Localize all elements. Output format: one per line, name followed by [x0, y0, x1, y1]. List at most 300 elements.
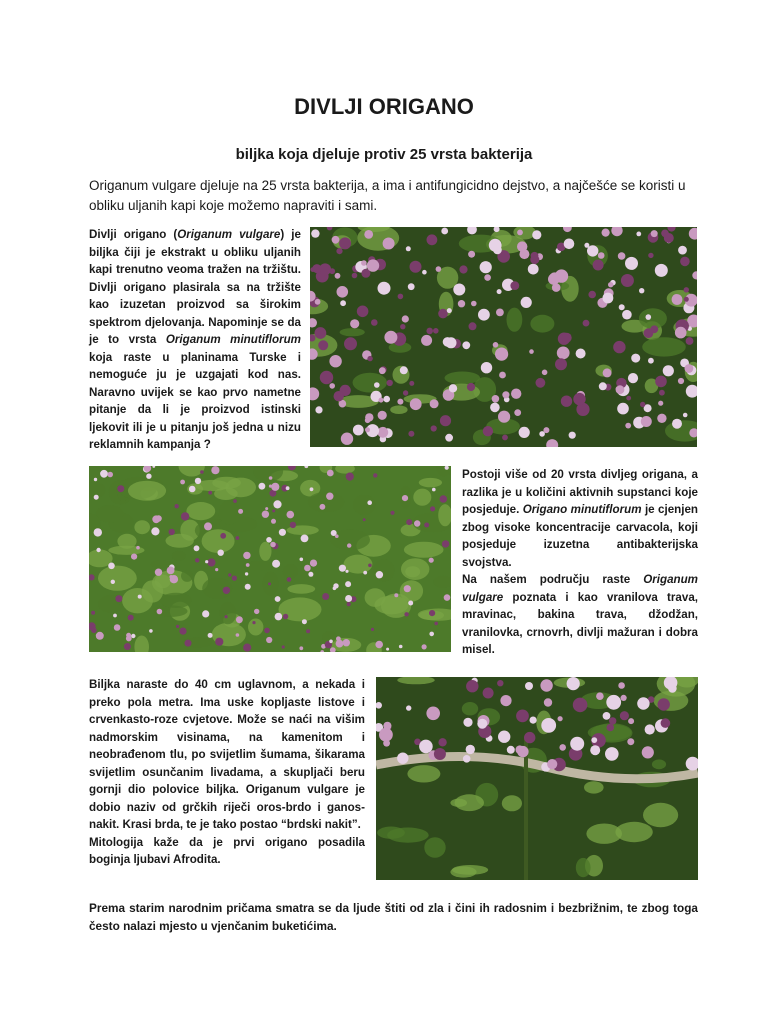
- flower-shape: [339, 237, 351, 249]
- flower-shape: [345, 595, 352, 602]
- flower-shape: [194, 545, 200, 551]
- flower-shape: [304, 565, 311, 572]
- flower-shape: [228, 573, 231, 576]
- flower-shape: [544, 698, 552, 706]
- flower-shape: [673, 294, 680, 301]
- flower-shape: [599, 382, 607, 390]
- flower-shape: [531, 252, 539, 260]
- flower-shape: [149, 629, 153, 633]
- flower-shape: [651, 230, 658, 237]
- flower-shape: [335, 534, 339, 538]
- leaf-shape: [377, 827, 405, 839]
- flower-shape: [609, 717, 616, 724]
- flower-shape: [180, 480, 185, 485]
- flower-shape: [327, 470, 334, 477]
- flower-shape: [100, 470, 108, 478]
- flower-shape: [290, 522, 296, 528]
- paragraph-species: [462, 466, 698, 659]
- flower-shape: [334, 391, 344, 401]
- flower-shape: [444, 594, 451, 601]
- flower-shape: [155, 569, 162, 576]
- paragraph-description: [89, 226, 301, 454]
- flower-shape: [517, 746, 528, 757]
- flower-shape: [223, 587, 230, 594]
- flower-shape: [264, 628, 270, 634]
- flower-shape: [664, 233, 674, 243]
- flower-shape: [377, 427, 388, 438]
- flower-shape: [562, 333, 572, 343]
- flower-shape: [315, 406, 322, 413]
- flower-shape: [496, 309, 504, 317]
- flower-shape: [398, 294, 404, 300]
- flower-shape: [477, 719, 487, 729]
- leaf-shape: [450, 866, 476, 877]
- flower-shape: [426, 328, 433, 335]
- flower-shape: [655, 376, 667, 388]
- flower-shape: [252, 621, 255, 624]
- flower-shape: [115, 595, 122, 602]
- leaf-shape: [340, 328, 365, 336]
- flower-shape: [628, 373, 638, 383]
- text-span: poznata i kao vranilova trava, mravinac, bakina trava, džodžan, vranilovka, crnovrh, divlji mažuran i dobra misel.: [462, 590, 698, 656]
- flower-shape: [361, 260, 367, 266]
- flower-shape: [497, 289, 502, 294]
- flower-shape: [678, 378, 684, 384]
- oregano-plant-photo: [376, 677, 698, 880]
- text-span: koja raste u planinama Turske i nemoguće ju je uzgajati kod nas. Naravno uvijek se kao prvo nametne pitanje da li je proizvod istinski ljekovit ili je u pitanju još jedna u nizu reklamnih kampanja ?: [89, 350, 301, 451]
- flower-shape: [685, 364, 694, 373]
- flower-shape: [462, 341, 470, 349]
- flower-shape: [131, 634, 135, 638]
- leaf-shape: [404, 542, 444, 558]
- flower-shape: [379, 728, 393, 742]
- flower-shape: [598, 252, 605, 259]
- flower-shape: [345, 581, 351, 587]
- flower-shape: [379, 367, 386, 374]
- flower-shape: [608, 282, 613, 287]
- flower-shape: [329, 355, 341, 367]
- flower-shape: [414, 520, 420, 526]
- page-title: DIVLJI ORIGANO: [294, 94, 474, 119]
- flower-shape: [427, 234, 438, 245]
- flower-shape: [406, 705, 411, 710]
- leaf-shape: [642, 337, 686, 356]
- flower-shape: [94, 478, 97, 481]
- flower-shape: [434, 622, 438, 626]
- flower-shape: [368, 564, 372, 568]
- leaf-shape: [225, 478, 256, 498]
- flower-shape: [343, 639, 350, 646]
- flower-shape: [645, 724, 655, 734]
- flower-shape: [672, 419, 682, 429]
- flower-shape: [287, 577, 292, 582]
- flower-shape: [211, 466, 219, 474]
- flower-shape: [236, 536, 240, 540]
- flower-shape: [617, 403, 629, 415]
- flower-shape: [169, 575, 173, 579]
- flower-shape: [516, 710, 529, 723]
- leaf-shape: [181, 570, 193, 582]
- flower-shape: [637, 697, 649, 709]
- flower-shape: [113, 614, 117, 618]
- flower-shape: [511, 389, 521, 399]
- flower-shape: [138, 595, 142, 599]
- leaf-shape: [353, 373, 387, 393]
- flower-shape: [124, 643, 131, 650]
- flower-shape: [397, 399, 403, 405]
- flower-shape: [675, 327, 687, 339]
- flower-shape: [225, 615, 228, 618]
- flower-shape: [136, 546, 140, 550]
- flower-shape: [318, 340, 328, 350]
- text-span: je cjenjen zbog visoke koncentracije carvacola, koji posjeduje izuzetna antibakterijska svojstva.: [462, 503, 699, 569]
- flower-shape: [569, 432, 576, 439]
- flower-shape: [374, 382, 380, 388]
- flower-shape: [616, 385, 625, 394]
- flower-shape: [408, 431, 414, 437]
- flower-shape: [567, 677, 580, 690]
- leaf-shape: [424, 837, 445, 858]
- flower-shape: [176, 625, 179, 628]
- flower-shape: [429, 610, 435, 616]
- flower-shape: [603, 368, 612, 377]
- flower-shape: [379, 398, 384, 403]
- flower-shape: [542, 370, 548, 376]
- flower-shape: [631, 354, 640, 363]
- flower-shape: [463, 718, 472, 727]
- flower-shape: [336, 248, 342, 254]
- flower-shape: [347, 543, 351, 547]
- flower-shape: [117, 485, 124, 492]
- flower-shape: [603, 712, 611, 720]
- flower-shape: [480, 261, 492, 273]
- leaf-shape: [507, 308, 523, 332]
- flower-shape: [576, 349, 586, 359]
- flower-shape: [96, 548, 100, 552]
- flower-shape: [489, 239, 502, 252]
- flower-shape: [383, 740, 390, 747]
- flower-shape: [410, 261, 422, 273]
- leaf-shape: [202, 529, 235, 553]
- flower-shape: [371, 628, 374, 631]
- flower-shape: [495, 348, 508, 361]
- flower-shape: [246, 563, 250, 567]
- flower-shape: [204, 522, 212, 530]
- flower-shape: [507, 746, 515, 754]
- oregano-flowers-image: [310, 227, 697, 447]
- flower-shape: [352, 273, 358, 279]
- leaf-shape: [643, 803, 678, 827]
- flower-shape: [429, 632, 434, 637]
- flower-shape: [346, 473, 354, 481]
- flower-shape: [406, 246, 411, 251]
- flower-shape: [400, 324, 405, 329]
- flower-shape: [387, 380, 393, 386]
- flower-shape: [320, 504, 326, 510]
- flower-shape: [215, 638, 223, 646]
- flower-shape: [357, 306, 369, 318]
- flower-shape: [269, 485, 272, 488]
- flower-shape: [422, 644, 427, 649]
- flower-shape: [283, 614, 288, 619]
- flower-shape: [493, 342, 499, 348]
- flower-shape: [541, 718, 556, 733]
- flower-shape: [424, 523, 429, 528]
- flower-shape: [559, 744, 566, 751]
- flower-shape: [483, 426, 493, 436]
- flower-shape: [659, 390, 665, 396]
- flower-shape: [111, 580, 115, 584]
- flower-shape: [270, 542, 276, 548]
- flower-shape: [646, 314, 652, 320]
- oregano-flowers-photo: [310, 227, 697, 447]
- flower-shape: [497, 680, 503, 686]
- flower-shape: [390, 511, 394, 515]
- flower-shape: [628, 718, 634, 724]
- flower-shape: [620, 711, 629, 720]
- flower-shape: [686, 337, 694, 345]
- flower-shape: [279, 529, 286, 536]
- flower-shape: [157, 609, 163, 615]
- flower-shape: [661, 718, 671, 728]
- flower-shape: [265, 507, 268, 510]
- flower-shape: [532, 230, 541, 239]
- flower-shape: [243, 644, 251, 652]
- flower-shape: [181, 512, 189, 520]
- flower-shape: [236, 616, 243, 623]
- flower-shape: [468, 251, 475, 258]
- flower-shape: [94, 528, 102, 536]
- flower-shape: [329, 640, 333, 644]
- flower-shape: [453, 284, 465, 296]
- flower-shape: [128, 615, 134, 621]
- flower-shape: [200, 470, 204, 474]
- flower-shape: [367, 259, 379, 271]
- flower-shape: [169, 529, 175, 535]
- leaf-shape: [462, 702, 478, 715]
- leaf-shape: [413, 489, 431, 506]
- flower-shape: [619, 304, 625, 310]
- flower-shape: [442, 540, 449, 547]
- flower-shape: [155, 515, 161, 521]
- flower-shape: [345, 570, 348, 573]
- flower-shape: [561, 396, 572, 407]
- flower-shape: [618, 252, 626, 260]
- text-span: Postoji više od 20 vrsta divljeg origana, a razlika je u količini aktivnih supstanci koje posjeduje.: [462, 468, 698, 516]
- flower-shape: [642, 746, 654, 758]
- flower-shape: [440, 495, 448, 503]
- leaf-shape: [282, 564, 298, 579]
- flower-shape: [367, 356, 372, 361]
- flower-shape: [622, 310, 632, 320]
- flower-shape: [363, 571, 367, 575]
- flower-shape: [273, 500, 281, 508]
- leaf-shape: [128, 481, 166, 501]
- flower-shape: [639, 288, 644, 293]
- flower-shape: [449, 384, 457, 392]
- flower-shape: [108, 563, 115, 570]
- flower-shape: [300, 558, 304, 562]
- flower-shape: [271, 483, 279, 491]
- flower-shape: [678, 246, 687, 255]
- flower-shape: [350, 319, 359, 328]
- flower-shape: [236, 633, 240, 637]
- flower-shape: [114, 624, 121, 631]
- flower-shape: [232, 576, 237, 581]
- leaf-shape: [259, 542, 271, 561]
- flower-shape: [404, 585, 411, 592]
- leaf-shape: [98, 566, 137, 591]
- flower-shape: [107, 472, 113, 478]
- flower-shape: [322, 593, 329, 600]
- flower-shape: [492, 395, 500, 403]
- flower-shape: [625, 257, 638, 270]
- flower-shape: [500, 695, 511, 706]
- flower-shape: [603, 293, 614, 304]
- flower-shape: [680, 257, 690, 267]
- flower-shape: [254, 609, 259, 614]
- flower-shape: [282, 645, 285, 648]
- flower-shape: [326, 493, 333, 500]
- flower-shape: [421, 335, 432, 346]
- flower-shape: [446, 337, 457, 348]
- flower-shape: [621, 274, 634, 287]
- flower-shape: [207, 558, 215, 566]
- leaf-shape: [287, 584, 315, 594]
- flower-shape: [397, 753, 408, 764]
- flower-shape: [202, 610, 209, 617]
- flower-shape: [570, 737, 584, 751]
- flower-shape: [529, 349, 534, 354]
- flower-shape: [432, 488, 436, 492]
- flower-shape: [365, 427, 370, 432]
- flower-shape: [275, 613, 283, 621]
- flower-shape: [220, 533, 226, 539]
- flower-shape: [208, 491, 212, 495]
- flower-shape: [558, 716, 563, 721]
- leaf-shape: [219, 500, 241, 525]
- flower-shape: [658, 401, 663, 406]
- flower-shape: [301, 535, 309, 543]
- flower-shape: [510, 281, 519, 290]
- flower-shape: [618, 682, 625, 689]
- flower-shape: [440, 415, 451, 426]
- flower-shape: [386, 648, 389, 651]
- flower-shape: [311, 229, 319, 237]
- flower-shape: [521, 297, 532, 308]
- leaf-shape: [445, 372, 481, 385]
- flower-shape: [593, 260, 604, 271]
- flower-shape: [524, 732, 535, 743]
- flower-shape: [528, 264, 539, 275]
- flower-shape: [367, 500, 372, 505]
- flower-shape: [648, 253, 653, 258]
- leaf-shape: [407, 765, 440, 782]
- flower-shape: [467, 383, 475, 391]
- flower-shape: [402, 495, 408, 501]
- flower-shape: [287, 511, 295, 519]
- flower-shape: [383, 238, 395, 250]
- flower-shape: [627, 738, 634, 745]
- flower-shape: [525, 682, 533, 690]
- leaf-shape: [219, 602, 236, 624]
- flower-shape: [146, 474, 151, 479]
- flower-shape: [555, 358, 567, 370]
- flower-shape: [151, 527, 159, 535]
- flower-shape: [605, 747, 619, 761]
- flower-shape: [333, 587, 337, 591]
- flower-shape: [344, 337, 357, 350]
- flower-shape: [536, 378, 546, 388]
- flower-shape: [469, 322, 477, 330]
- leaf-shape: [160, 593, 192, 608]
- flower-shape: [91, 611, 95, 615]
- flower-shape: [329, 383, 335, 389]
- leaf-shape: [584, 781, 604, 793]
- text-span: Biljka naraste do 40 cm uglavnom, a nekada i preko pola metra. Ima uske kopljaste listove i crvenkasto-roze cvjetove. Može se naći na višim nadmorskim visinama, na kamenitom i neobrađenom tlu, po svijetlim šumama, šikarama svijetlim osunčanim livadama, a skupljači beru gornji dio polovice biljka. Origanum vulgare je dobio naziv od grčkih riječi oros-brdo i ganos- nakit. Krasi brda, te je tako postao “brdski nakit”.: [89, 678, 365, 831]
- flower-shape: [429, 558, 434, 563]
- flower-shape: [625, 423, 631, 429]
- flower-shape: [648, 358, 654, 364]
- flower-shape: [459, 265, 467, 273]
- flower-shape: [484, 274, 491, 281]
- flower-shape: [262, 511, 269, 518]
- flower-shape: [320, 371, 333, 384]
- leaf-shape: [576, 858, 591, 877]
- flower-shape: [332, 236, 340, 244]
- flower-shape: [640, 402, 645, 407]
- flower-shape: [299, 646, 303, 650]
- flower-shape: [557, 347, 570, 360]
- leaf-shape: [155, 575, 171, 589]
- flower-shape: [271, 519, 276, 524]
- flower-shape: [126, 633, 131, 638]
- flower-shape: [663, 365, 674, 376]
- flower-shape: [602, 229, 610, 237]
- flower-shape: [275, 596, 281, 602]
- flower-shape: [376, 571, 383, 578]
- flower-shape: [94, 495, 99, 500]
- leaf-shape: [530, 315, 554, 333]
- leaf-shape: [450, 799, 467, 807]
- flower-shape: [403, 390, 408, 395]
- intro-paragraph: Origanum vulgare djeluje na 25 vrsta bakterija, a ima i antifungicidno dejstvo, a najčešće se koristi u obliku uljanih kapi koje možemo napraviti i sami.: [89, 178, 686, 213]
- latin-name: Origanum vulgare: [177, 228, 281, 241]
- flower-shape: [272, 560, 280, 568]
- flower-shape: [517, 230, 523, 236]
- flower-shape: [499, 372, 506, 379]
- flower-shape: [430, 399, 439, 408]
- paragraph-folklore: Prema starim narodnim pričama smatra se da ljude štiti od zla i čini ih radosnim i bezbrižnim, te zbog toga često nalazi mjesto u vjenčanim buketićima.: [89, 901, 698, 933]
- flower-shape: [341, 433, 353, 445]
- leaf-shape: [652, 759, 666, 769]
- text-span: Na našem području raste: [462, 573, 644, 586]
- leaf-shape: [172, 551, 186, 561]
- flower-shape: [410, 398, 422, 410]
- flower-shape: [539, 431, 545, 437]
- oregano-field-image: [89, 466, 451, 652]
- flower-shape: [502, 435, 508, 441]
- flower-shape: [591, 737, 597, 743]
- leaf-shape: [96, 505, 124, 523]
- flower-shape: [641, 416, 652, 427]
- flower-shape: [272, 509, 275, 512]
- page-subtitle: biljka koja djeluje protiv 25 vrsta bakterija: [235, 146, 533, 163]
- flower-shape: [238, 509, 243, 514]
- flower-shape: [215, 568, 218, 571]
- flower-shape: [519, 249, 529, 259]
- flower-shape: [430, 506, 435, 511]
